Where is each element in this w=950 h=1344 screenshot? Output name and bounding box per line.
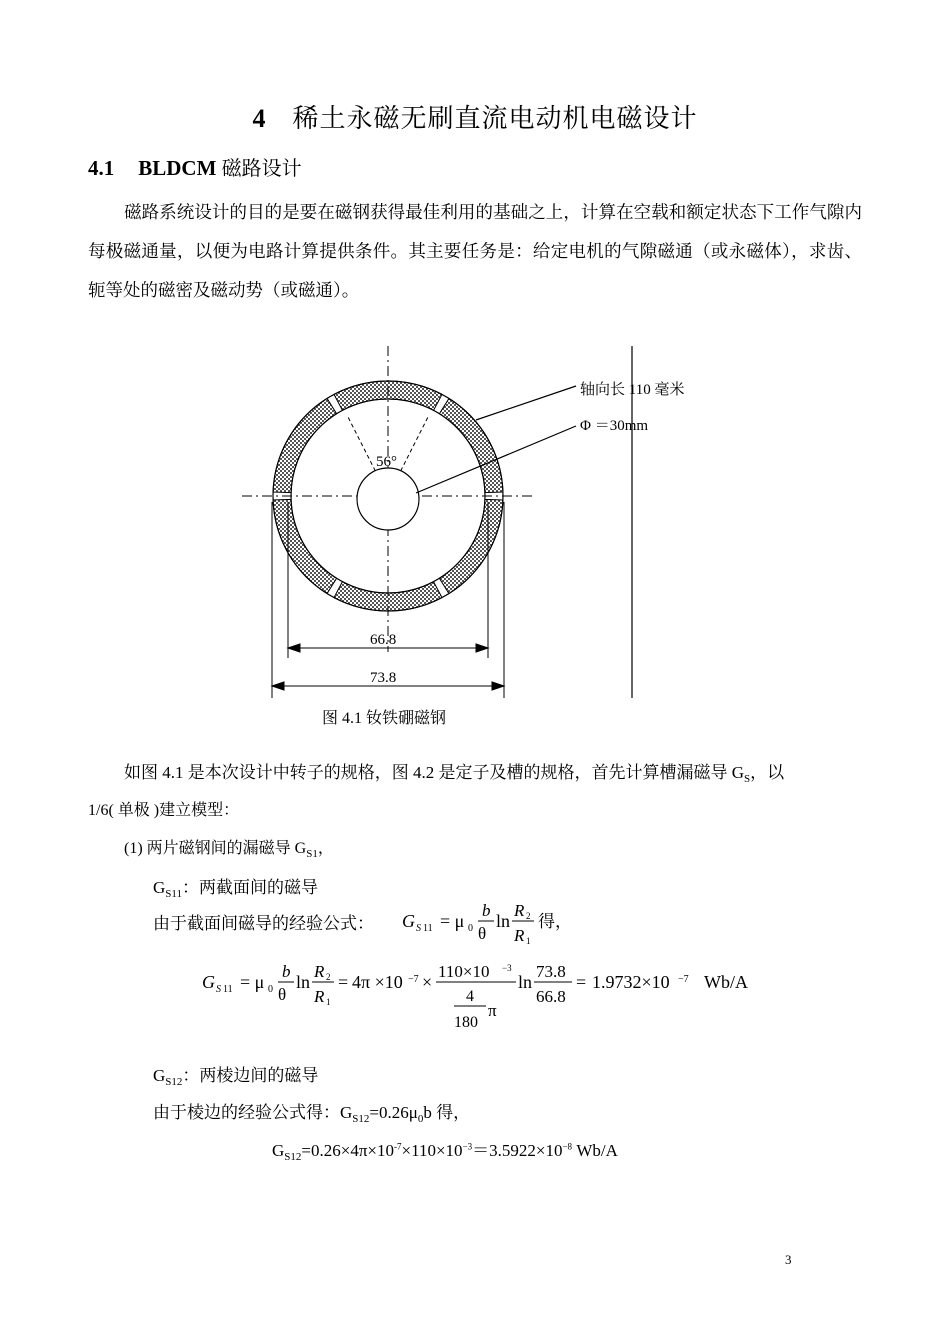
svg-text:R: R <box>514 926 525 945</box>
svg-text:11: 11 <box>423 923 433 934</box>
gs12-symbol: G <box>153 1066 166 1085</box>
svg-text:1: 1 <box>526 936 531 946</box>
gs11-calc-result: 1.9732×10 <box>592 972 670 992</box>
item1-tail: ， <box>317 840 334 857</box>
gs11-calc-180: 180 <box>454 1014 478 1031</box>
gs11-calc-unit: Wb/A <box>704 972 748 992</box>
dim-inner-label: 66.8 <box>370 632 397 648</box>
para2-line1 <box>124 758 784 785</box>
chapter-title <box>0 98 950 135</box>
svg-text:2: 2 <box>326 972 331 982</box>
svg-text:×: × <box>422 972 433 992</box>
svg-text:S: S <box>416 923 421 934</box>
svg-text:θ: θ <box>478 924 487 943</box>
gs12-calc-symbol: G <box>272 1141 285 1160</box>
svg-text:ln: ln <box>296 972 311 992</box>
item1-sub: S1 <box>306 848 318 860</box>
gs12-formula-mid: =0.26μ <box>369 1103 418 1122</box>
svg-text:π: π <box>488 1001 497 1020</box>
figure-caption: 图 4.1 钕铁硼磁钢 <box>322 710 447 727</box>
intro-paragraph <box>88 193 862 310</box>
gs12-sub: S12 <box>165 1076 183 1088</box>
gs11-formula <box>400 896 600 952</box>
gs11-calc-mu-exp: −7 <box>408 974 419 985</box>
svg-text:0: 0 <box>268 984 273 995</box>
gs12-calculation <box>272 1136 618 1163</box>
svg-text:G: G <box>402 911 415 931</box>
gs12-heading <box>153 1061 318 1088</box>
svg-text:b: b <box>282 962 291 981</box>
section-number: 4.1 <box>88 156 115 180</box>
svg-text:1: 1 <box>326 997 331 1007</box>
gs11-symbol: G <box>153 878 166 897</box>
gs11-formula-end: 得， <box>538 912 572 931</box>
gs12-calc-e2: −3 <box>462 1141 473 1152</box>
svg-text:0: 0 <box>468 923 473 934</box>
chapter-title-text: 稀土永磁无刷直流电动机电磁设计 <box>292 104 698 134</box>
svg-text:R: R <box>314 987 325 1006</box>
svg-text:ln: ln <box>518 972 533 992</box>
svg-text:=: = <box>338 972 349 992</box>
gs11-calc-num: 110×10 <box>438 962 490 981</box>
shaft-diameter-label: Φ ＝30mm <box>580 418 649 434</box>
gs11-calc-exp: −7 <box>678 974 689 985</box>
svg-text:G: G <box>202 972 215 992</box>
para2-line2: 1/6( 单极 )建立模型： <box>88 802 240 819</box>
chapter-number: 4 <box>252 104 267 133</box>
gs11-heading <box>153 873 318 900</box>
dim-outer-label: 73.8 <box>370 670 397 686</box>
item1 <box>124 835 334 860</box>
section-title-cn: 磁路设计 <box>221 156 302 180</box>
svg-text:R: R <box>314 962 325 981</box>
intro-text: 磁路系统设计的目的是要在磁钢获得最佳利用的基础之上，计算在空载和额定状态下工作气隙内每极磁通量，以便为电路计算提供条件。其主要任务是：给定电机的气隙磁通（或永磁体），求齿、轭等处的磁密及磁动势（或磁通）。 <box>88 202 862 300</box>
gs11-desc: ：两截面间的磁导 <box>182 878 318 897</box>
item1-text: (1) 两片磁钢间的漏磁导 G <box>124 840 307 857</box>
gs12-calc-sub: S12 <box>284 1151 302 1163</box>
gs12-calc-c: ＝3.5922×10 <box>472 1141 563 1160</box>
svg-text:b: b <box>482 901 491 920</box>
svg-text:=: = <box>576 972 587 992</box>
gs12-desc: ：两棱边间的磁导 <box>182 1066 319 1085</box>
gs11-formula-intro: 由于截面间磁导的经验公式： <box>153 914 374 933</box>
gs12-formula-sub: S12 <box>352 1113 370 1125</box>
section-heading <box>88 152 302 181</box>
gs12-formula-intro: 由于棱边的经验公式得：G <box>153 1103 353 1122</box>
axial-length-label: 轴向长 110 毫米 <box>580 382 685 398</box>
page-number: 3 <box>785 1252 792 1267</box>
angle-label: 56° <box>376 454 397 470</box>
gs11-calc-mu: 4π ×10 <box>352 972 403 992</box>
gs12-formula-end: b 得， <box>423 1103 471 1122</box>
gs12-calc-b: ×110×10 <box>401 1141 463 1160</box>
figure-magnet <box>230 340 710 700</box>
svg-text:S: S <box>216 984 221 995</box>
gs11-calc-num-exp: −3 <box>502 963 512 973</box>
para2-line1-sub: S <box>744 773 751 785</box>
shaft-circle <box>357 468 419 530</box>
para2-line1-tail: ，以 <box>750 763 785 782</box>
svg-text:ln: ln <box>496 911 511 931</box>
gs12-formula <box>153 1098 470 1125</box>
svg-text:R: R <box>514 901 525 920</box>
gs12-calc-unit: Wb/A <box>572 1141 618 1160</box>
gs11-sub: S11 <box>165 888 182 900</box>
gs11-calc-ln-num: 73.8 <box>536 962 566 981</box>
gs11-calc-ln-den: 66.8 <box>536 987 566 1006</box>
gs11-calculation <box>200 955 800 1037</box>
gs12-calc-e1: -7 <box>394 1141 402 1152</box>
gs12-calc-e3: −8 <box>562 1141 573 1152</box>
svg-text:2: 2 <box>526 911 531 921</box>
para2-line1-text: 如图 4.1 是本次设计中转子的规格，图 4.2 是定子及槽的规格，首先计算槽漏磁导 G <box>124 763 745 782</box>
gs11-calc-4: 4 <box>466 988 474 1005</box>
svg-text:= μ: = μ <box>440 911 465 931</box>
section-title-latin: BLDCM <box>138 156 217 180</box>
svg-text:θ: θ <box>278 985 287 1004</box>
gs12-calc-a: =0.26×4π×10 <box>301 1141 395 1160</box>
gs12-formula-mu-sub: 0 <box>417 1113 424 1125</box>
svg-text:= μ: = μ <box>240 972 265 992</box>
svg-text:11: 11 <box>223 984 233 995</box>
